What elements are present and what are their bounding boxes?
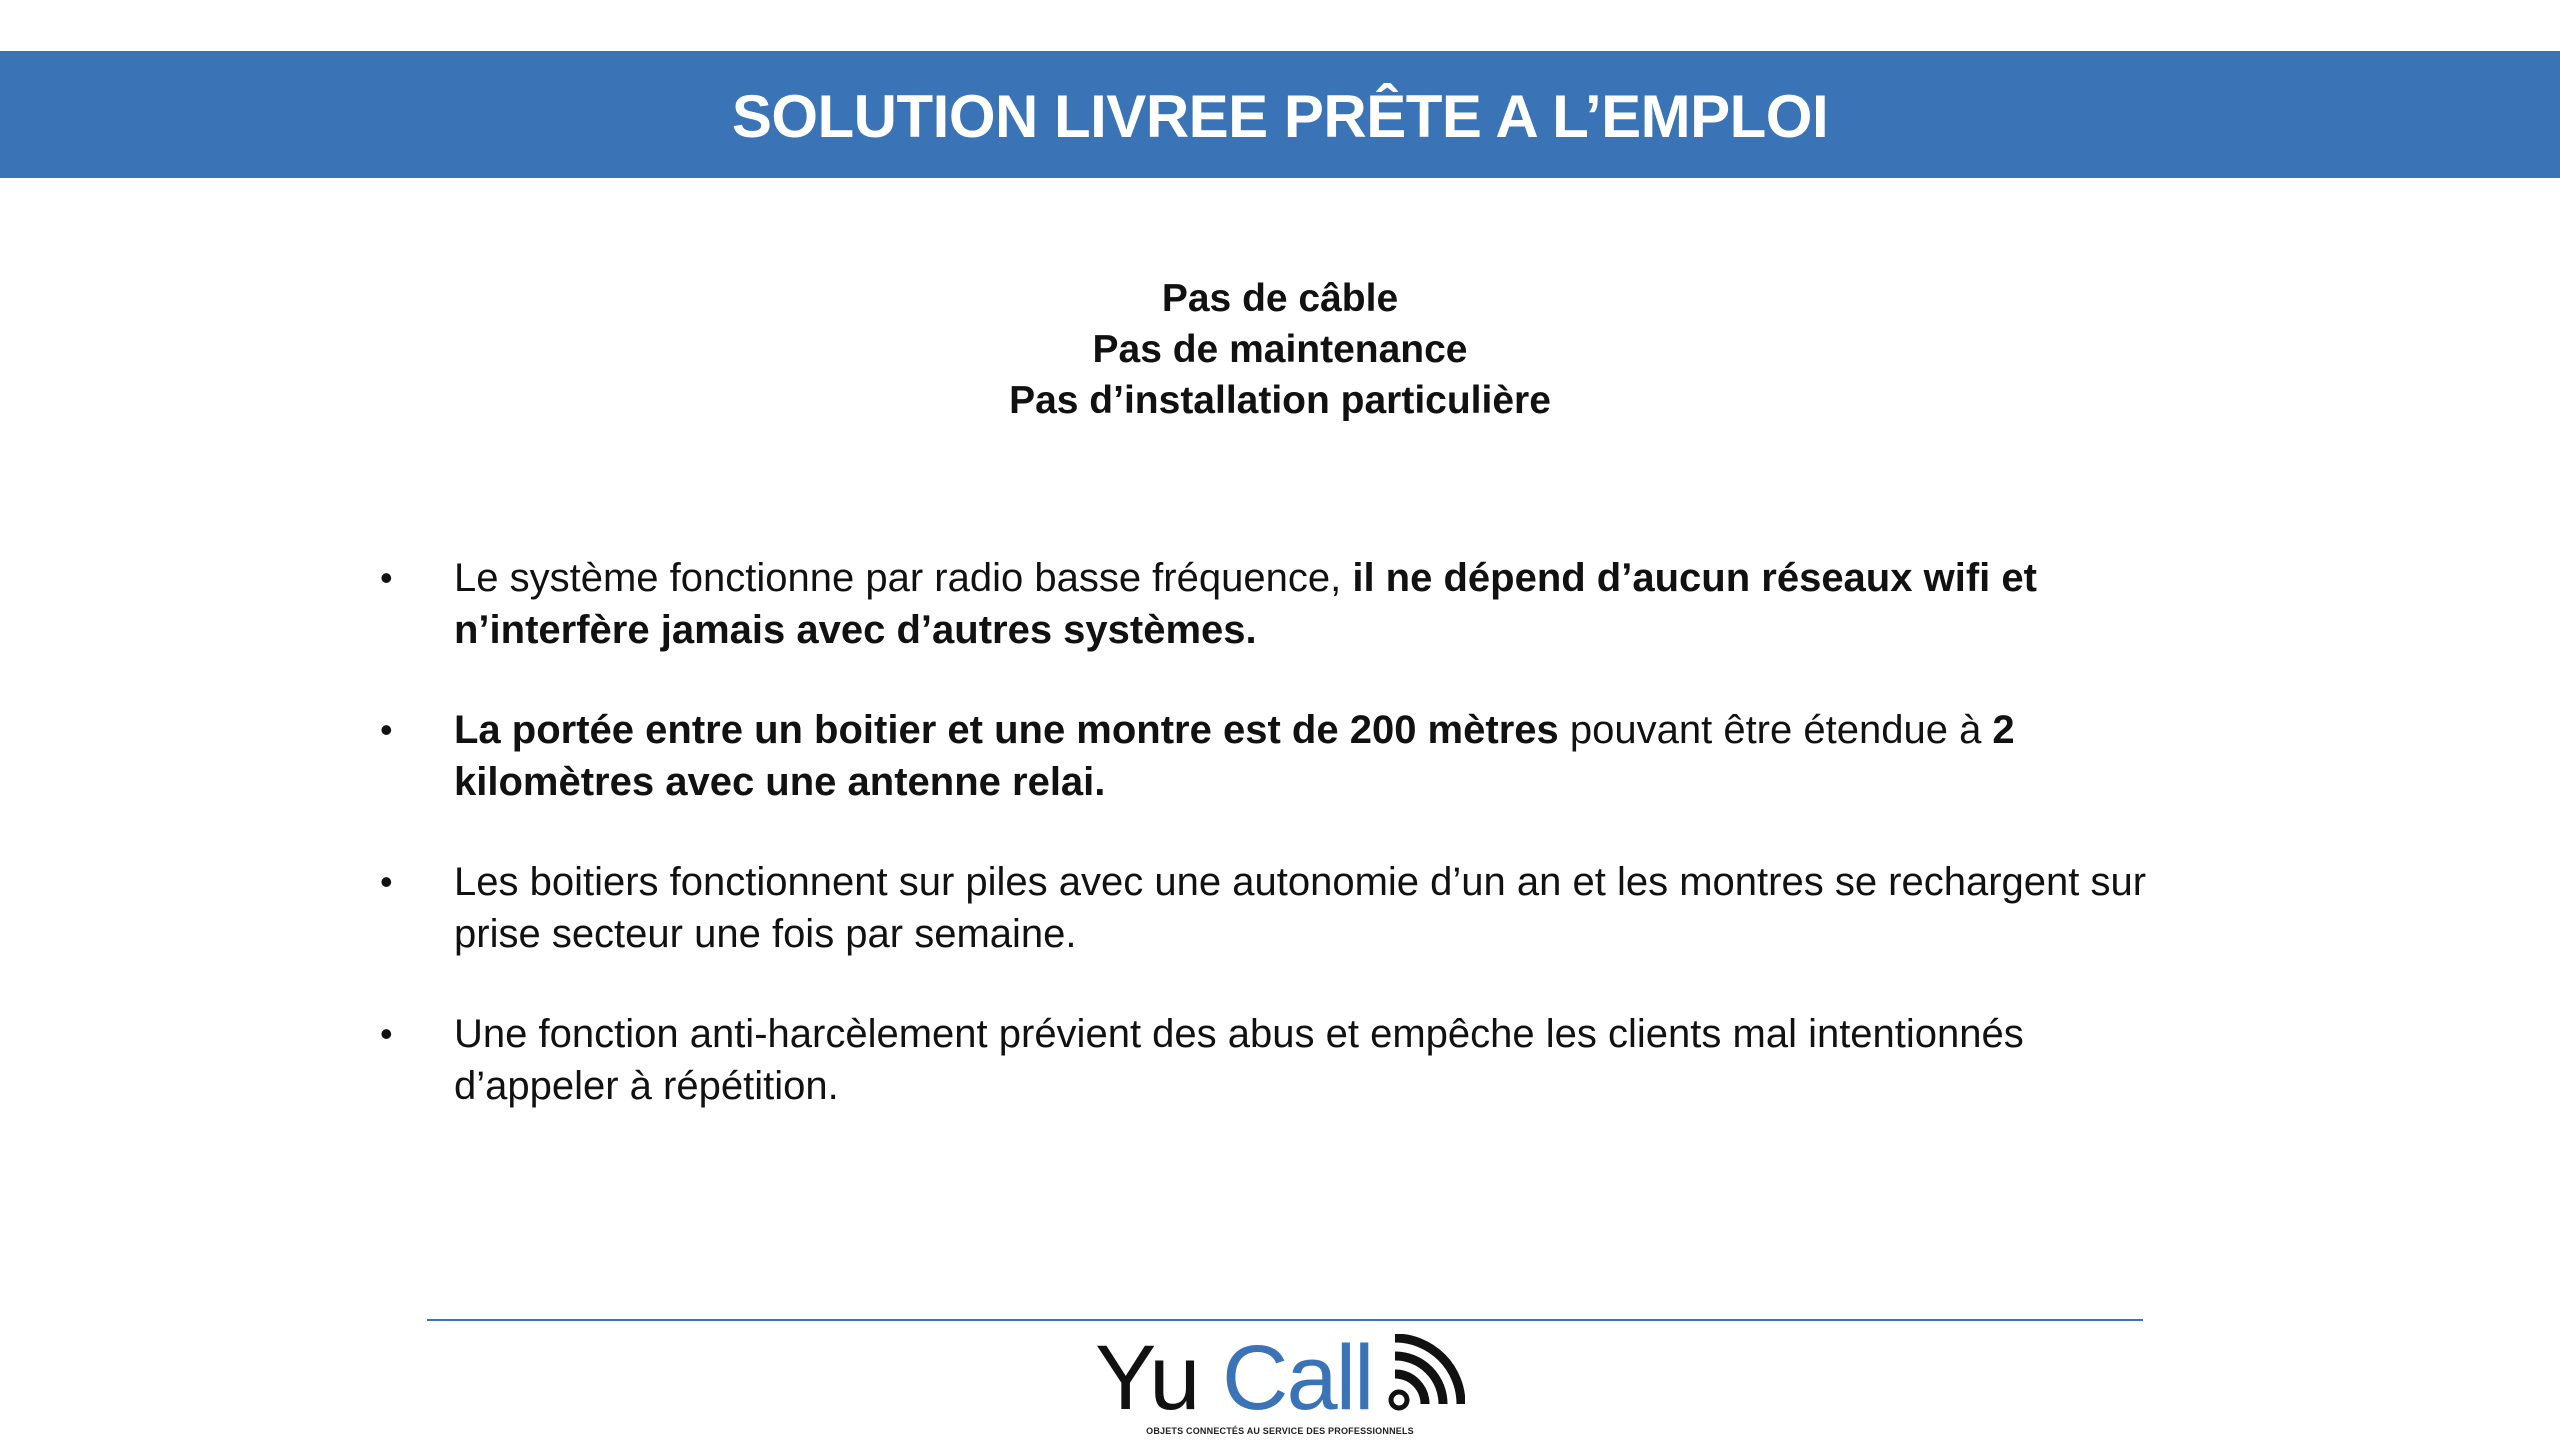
wifi-signal-icon [1385, 1334, 1465, 1414]
taglines [0, 273, 2560, 426]
bullet-list [380, 552, 2160, 1160]
bullet-text-bold: La portée entre un boitier et une montre est de 200 mètres [454, 708, 1559, 752]
bullet-text-bold: 2 kilomètres avec une antenne relai. [454, 708, 2015, 804]
bullet-marker: • [380, 1013, 393, 1054]
bullet-battery [380, 856, 2160, 960]
bullet-text: Le système fonctionne par radio basse fréquence, [454, 556, 1353, 600]
logo-tagline: OBJETS CONNECTÉS AU SERVICE DES PROFESSIONNELS [1146, 1426, 1414, 1436]
logo-wordmark [1095, 1328, 1373, 1428]
slide-title: SOLUTION LIVREE PRÊTE A L’EMPLOI [731, 83, 1829, 150]
bullet-text: Les boitiers fonctionnent sur piles avec une autonomie d’un an et les montres se rechargent sur prise secteur une fois par semaine. [454, 860, 2147, 956]
logo-call: Call [1222, 1327, 1373, 1429]
bullet-marker: • [380, 709, 393, 750]
tagline-no-maintenance: Pas de maintenance [1092, 328, 1468, 371]
bullet-marker: • [380, 861, 393, 902]
bullet-marker: • [380, 557, 393, 598]
bullet-range [380, 704, 2160, 808]
yucall-logo [1095, 1320, 1465, 1440]
tagline-no-installation: Pas d’installation particulière [1009, 379, 1551, 422]
logo-yu: Yu [1095, 1327, 1223, 1429]
bullet-text: Une fonction anti-harcèlement prévient des abus et empêche les clients mal intentionnés d’appeler à répétition. [454, 1012, 2024, 1108]
bullet-text-bold: il ne dépend d’aucun réseaux wifi et n’interfère jamais avec d’autres systèmes. [454, 556, 2037, 652]
bullet-anti-harassment [380, 1008, 2160, 1112]
title-bar [0, 51, 2560, 178]
bullet-text: pouvant être étendue à [1558, 708, 1993, 752]
bullet-radio [380, 552, 2160, 656]
tagline-no-cable: Pas de câble [1161, 277, 1399, 320]
